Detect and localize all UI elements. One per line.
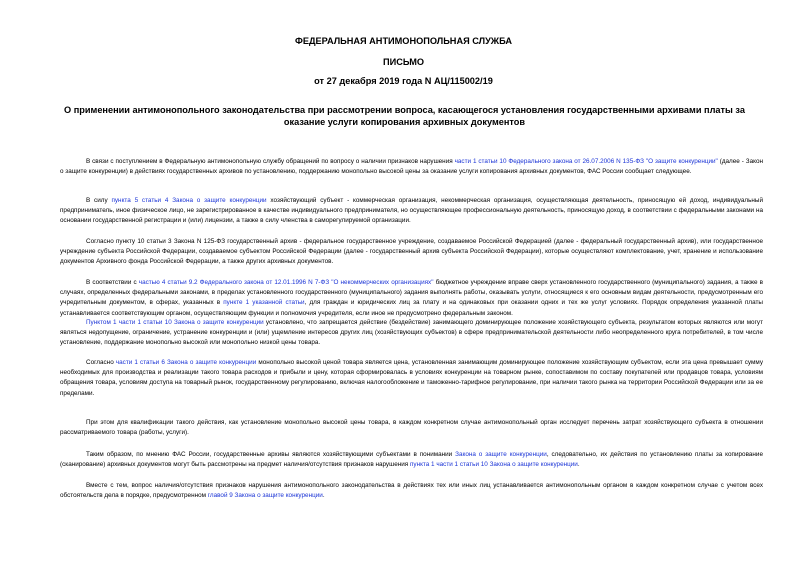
paragraph-6-text-b: монопольно высокой ценой товара является цена, установленная занимающим доминирующее положение хозяйствующим субъектом, если эта цена превышает сумму необходимых для производства и реализации такого товара расходов и прибыли и цену, которая сформировалась в условиях конкуренции на товарном рынке, сопоставимом по составу покупателей или продавцов товара, условиям обращения товара, условиям доступа на товарный рынок, государственному регулированию, включая налогообложение и таможенно-тарифное регулирование, при наличии такого рынка на территории Российской Федерации или за ее пределами. bbox=[60, 359, 764, 397]
link-competition-law[interactable]: Закона о защите конкуренции bbox=[455, 451, 547, 458]
paragraph-9 bbox=[60, 481, 763, 501]
paragraph-5 bbox=[60, 318, 763, 349]
link-chapter9[interactable]: главой 9 Закона о защите конкуренции bbox=[207, 492, 323, 500]
paragraph-8 bbox=[60, 450, 763, 470]
paragraph-2-text-b: хозяйствующий субъект - коммерческая организация, некоммерческая организация, осуществляющая деятельность, приносящую ей доход, индивидуальный предприниматель, иное физическое лицо, не зарегистрированное в качестве индивидуального предпринимателя, но осуществляющее профессиональную деятельность, приносящую доход, в соответствии с федеральными законами на основании государственной регистрации и (или) лицензии, а также в силу членства в саморегулируемой организации. bbox=[60, 197, 763, 225]
paragraph-4-text-a: В соответствии с bbox=[86, 279, 139, 286]
link-item1-said-article[interactable]: пункте 1 указанной статьи bbox=[223, 299, 305, 307]
paragraph-1-text-a: В связи с поступлением в Федеральную антимонопольную службу обращений по вопросу о наличии признаков нарушения bbox=[86, 158, 455, 165]
paragraph-9-text-b: . bbox=[322, 492, 325, 500]
link-item1-part1-art10[interactable]: Пунктом 1 части 1 статьи 10 Закона о защите конкуренции bbox=[86, 319, 264, 326]
paragraph-7-text-a: При этом для квалификации такого действия, как установление монопольно высокой цены товара, в каждом конкретном случае антимонопольный орган исследует перечень затрат хозяйствующего субъекта в отношении рассматриваемого товара (работы, услуги). bbox=[60, 419, 763, 437]
paragraph-8-text-b: , следовательно, их действия по установлению платы за копирование (сканирование) архивных документов могут быть рассмотрены на предмет наличия/отсутствия признаков нарушения bbox=[60, 451, 763, 469]
paragraph-1 bbox=[60, 157, 763, 177]
link-part1-art10-law135[interactable]: части 1 статьи 10 Федерального закона от 26.07.2006 N 135-ФЗ "О защите конкуренции" bbox=[454, 158, 718, 165]
paragraph-6 bbox=[60, 358, 763, 399]
paragraph-3-text-a: Согласно пункту 10 статьи 3 Закона N 125-ФЗ государственный архив - федеральное государственное учреждение, создаваемое Российской Федерацией (далее - федеральный государственный архив), или государственное учреждение субъекта Российской Федерации, создаваемое субъектом Российской Федерации (далее - государственный архив субъекта Российской Федерации), которые осуществляют комплектование, учет, хранение и использование документов Архивного фонда Российской Федерации, а также других архивных документов. bbox=[60, 238, 763, 266]
paragraph-6-text-a: Согласно bbox=[86, 359, 116, 366]
document-type: ПИСЬМО bbox=[382, 57, 425, 67]
paragraph-3 bbox=[60, 237, 763, 268]
link-item5-art4[interactable]: пункта 5 статьи 4 Закона о защите конкуренции bbox=[111, 197, 267, 204]
document-date-number: от 27 декабря 2019 года N АЦ/115002/19 bbox=[314, 76, 493, 86]
link-part4-art9-2-law7[interactable]: частью 4 статьи 9.2 Федерального закона от 12.01.1996 N 7-ФЗ "О некоммерческих организациях" bbox=[138, 279, 434, 286]
paragraph-4 bbox=[60, 278, 763, 319]
paragraph-8-text-a: Таким образом, по мнению ФАС России, государственные архивы являются хозяйствующими субъектами в понимании bbox=[86, 451, 456, 458]
paragraph-9-text-a: Вместе с тем, вопрос наличия/отсутствия признаков нарушения антимонопольного законодательства в действиях тех или иных лиц устанавливается антимонопольным органом в каждом конкретном случае с учетом всех обстоятельств дела в порядке, предусмотренном bbox=[60, 482, 763, 500]
paragraph-7 bbox=[60, 418, 763, 438]
paragraph-1-text-b: (далее - Закон о защите конкуренции) в действиях государственных архивов по установлению, поддержанию монопольно высокой цены за оказание услуги копирования архивных документов, ФАС России сообщает следующее. bbox=[60, 158, 763, 176]
paragraph-5-text-b: установлено, что запрещается действие (бездействие) занимающего доминирующее положение хозяйствующего субъекта, результатом которых являются или могут являться недопущение, ограничение, устранение конкуренции и (или) ущемление интересов других лиц (хозяйствующих субъектов) в сфере предпринимательской деятельности либо неопределенного круга потребителей, в том числе установление, поддержание монопольно высокой или монопольно низкой цены товара. bbox=[60, 319, 763, 347]
link-part1-art6[interactable]: части 1 статьи 6 Закона о защите конкуренции bbox=[115, 359, 257, 366]
paragraph-2 bbox=[60, 196, 763, 227]
paragraph-4-text-c: , для граждан и юридических лиц за плату и на одинаковых при оказании одних и тех же услуг условиях. Порядок определения указанной платы устанавливается соответствующим органом, осуществляющим функции и полномочия учредителя, если иное не предусмотрено федеральным законом. bbox=[60, 299, 763, 317]
paragraph-8-text-c: . bbox=[577, 461, 580, 469]
paragraph-2-text-a: В силу bbox=[86, 197, 112, 204]
agency-title: ФЕДЕРАЛЬНАЯ АНТИМОНОПОЛЬНАЯ СЛУЖБА bbox=[294, 36, 512, 46]
document-subject: О применении антимонопольного законодательства при рассмотрении вопроса, касающегося установления государственными архивами платы за оказание услуги копирования архивных документов bbox=[64, 105, 745, 127]
paragraph-4-text-b: бюджетное учреждение вправе сверх установленного государственного (муниципального) задания, а также в случаях, определенных федеральными законами, в пределах установленного государственного (муниципального) задания выполнять работы, оказывать услуги, относящиеся к его основным видам деятельности, предусмотренным его учредительным документом, в сферах, указанных в bbox=[60, 279, 763, 307]
link-item1-part1-art10-b[interactable]: пункта 1 части 1 статьи 10 Закона о защите конкуренции bbox=[409, 461, 578, 469]
